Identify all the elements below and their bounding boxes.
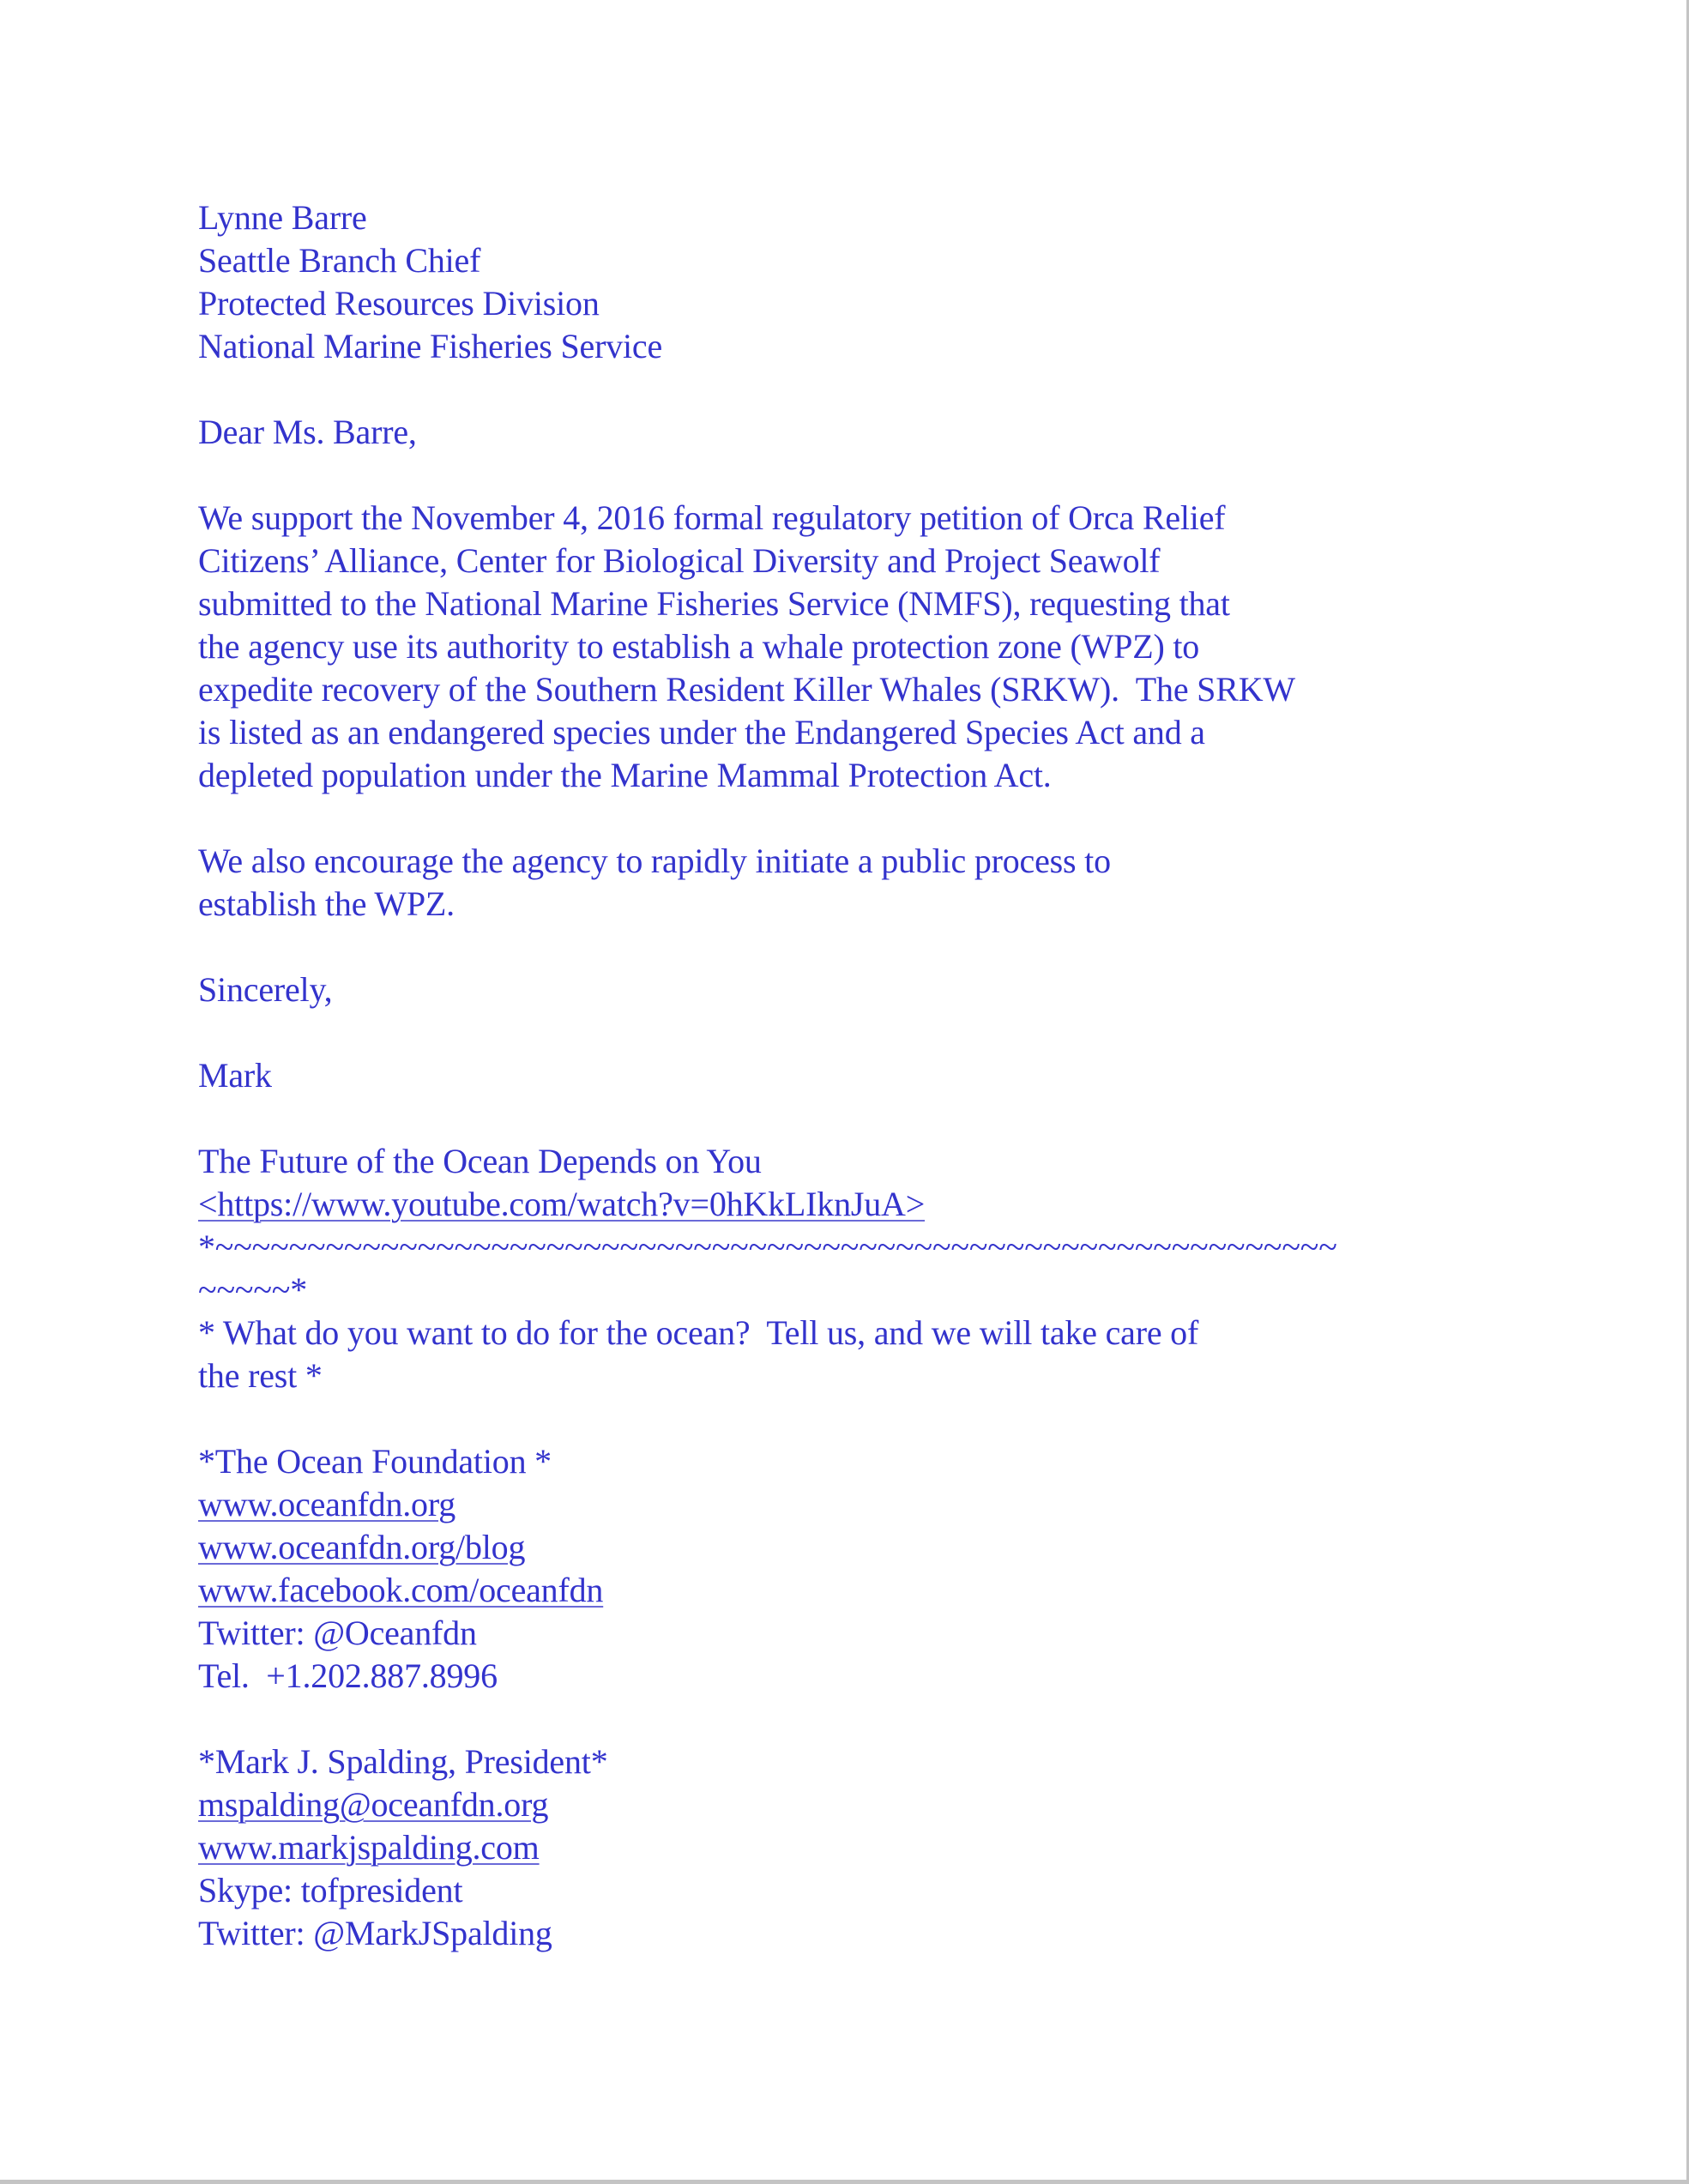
president-website-link[interactable]: www.markjspalding.com xyxy=(198,1828,540,1867)
recipient-title: Seattle Branch Chief xyxy=(198,241,481,280)
foundation-name: *The Ocean Foundation * xyxy=(198,1442,552,1481)
recipient-agency: National Marine Fisheries Service xyxy=(198,327,663,365)
president-contact-block xyxy=(198,1741,1536,1955)
paragraph-line: establish the WPZ. xyxy=(198,884,455,923)
spacer xyxy=(198,1397,1536,1440)
spacer xyxy=(198,926,1536,968)
paragraph-encourage xyxy=(198,840,1536,926)
foundation-telephone: Tel. +1.202.887.8996 xyxy=(198,1656,498,1695)
foundation-contact-block xyxy=(198,1440,1536,1698)
signature-name: Mark xyxy=(198,1056,272,1095)
president-skype: Skype: tofpresident xyxy=(198,1871,463,1909)
tagline-title: The Future of the Ocean Depends on You xyxy=(198,1142,762,1180)
spacer xyxy=(198,797,1536,840)
paragraph-line: submitted to the National Marine Fisheries Service (NMFS), requesting that xyxy=(198,584,1230,623)
president-twitter: Twitter: @MarkJSpalding xyxy=(198,1914,552,1952)
paragraph-line: is listed as an endangered species under the Endangered Species Act and a xyxy=(198,713,1205,751)
tagline-question-end: the rest * xyxy=(198,1356,323,1395)
tilde-divider-end: ~~~~~* xyxy=(198,1270,308,1309)
foundation-blog-link[interactable]: www.oceanfdn.org/blog xyxy=(198,1528,526,1566)
spacer xyxy=(198,1011,1536,1054)
paragraph-line: Citizens’ Alliance, Center for Biological Diversity and Project Seawolf xyxy=(198,541,1161,580)
recipient-division: Protected Resources Division xyxy=(198,284,600,323)
salutation: Dear Ms. Barre, xyxy=(198,413,417,451)
spacer xyxy=(198,368,1536,411)
paragraph-line: We support the November 4, 2016 formal regulatory petition of Orca Relief xyxy=(198,498,1226,537)
tilde-divider: *~~~~~~~~~~~~~~~~~~~~~~~~~~~~~~~~~~~~~~~~~~~~~~~~~~~~~~~~~~~~~ xyxy=(198,1228,1337,1266)
president-email-link[interactable]: mspalding@oceanfdn.org xyxy=(198,1785,549,1824)
paragraph-support xyxy=(198,497,1536,797)
email-signature-tagline xyxy=(198,1140,1536,1397)
foundation-facebook-link[interactable]: www.facebook.com/oceanfdn xyxy=(198,1571,604,1609)
spacer xyxy=(198,454,1536,497)
letter-body xyxy=(198,196,1536,1955)
closing: Sincerely, xyxy=(198,970,333,1009)
youtube-video-link[interactable]: <https://www.youtube.com/watch?v=0hKkLIknJuA> xyxy=(198,1185,926,1223)
spacer xyxy=(198,1698,1536,1741)
foundation-twitter: Twitter: @Oceanfdn xyxy=(198,1614,477,1652)
paragraph-line: the agency use its authority to establish a whale protection zone (WPZ) to xyxy=(198,627,1200,666)
paragraph-line: We also encourage the agency to rapidly initiate a public process to xyxy=(198,842,1111,880)
address-block xyxy=(198,196,1536,368)
tagline-question: * What do you want to do for the ocean? Tell us, and we will take care of xyxy=(198,1313,1199,1352)
paragraph-line: expedite recovery of the Southern Resident Killer Whales (SRKW). The SRKW xyxy=(198,670,1295,709)
paragraph-line: depleted population under the Marine Mammal Protection Act. xyxy=(198,756,1052,794)
recipient-name: Lynne Barre xyxy=(198,198,367,237)
foundation-website-link[interactable]: www.oceanfdn.org xyxy=(198,1485,456,1523)
spacer xyxy=(198,1097,1536,1140)
president-name-title: *Mark J. Spalding, President* xyxy=(198,1742,608,1781)
